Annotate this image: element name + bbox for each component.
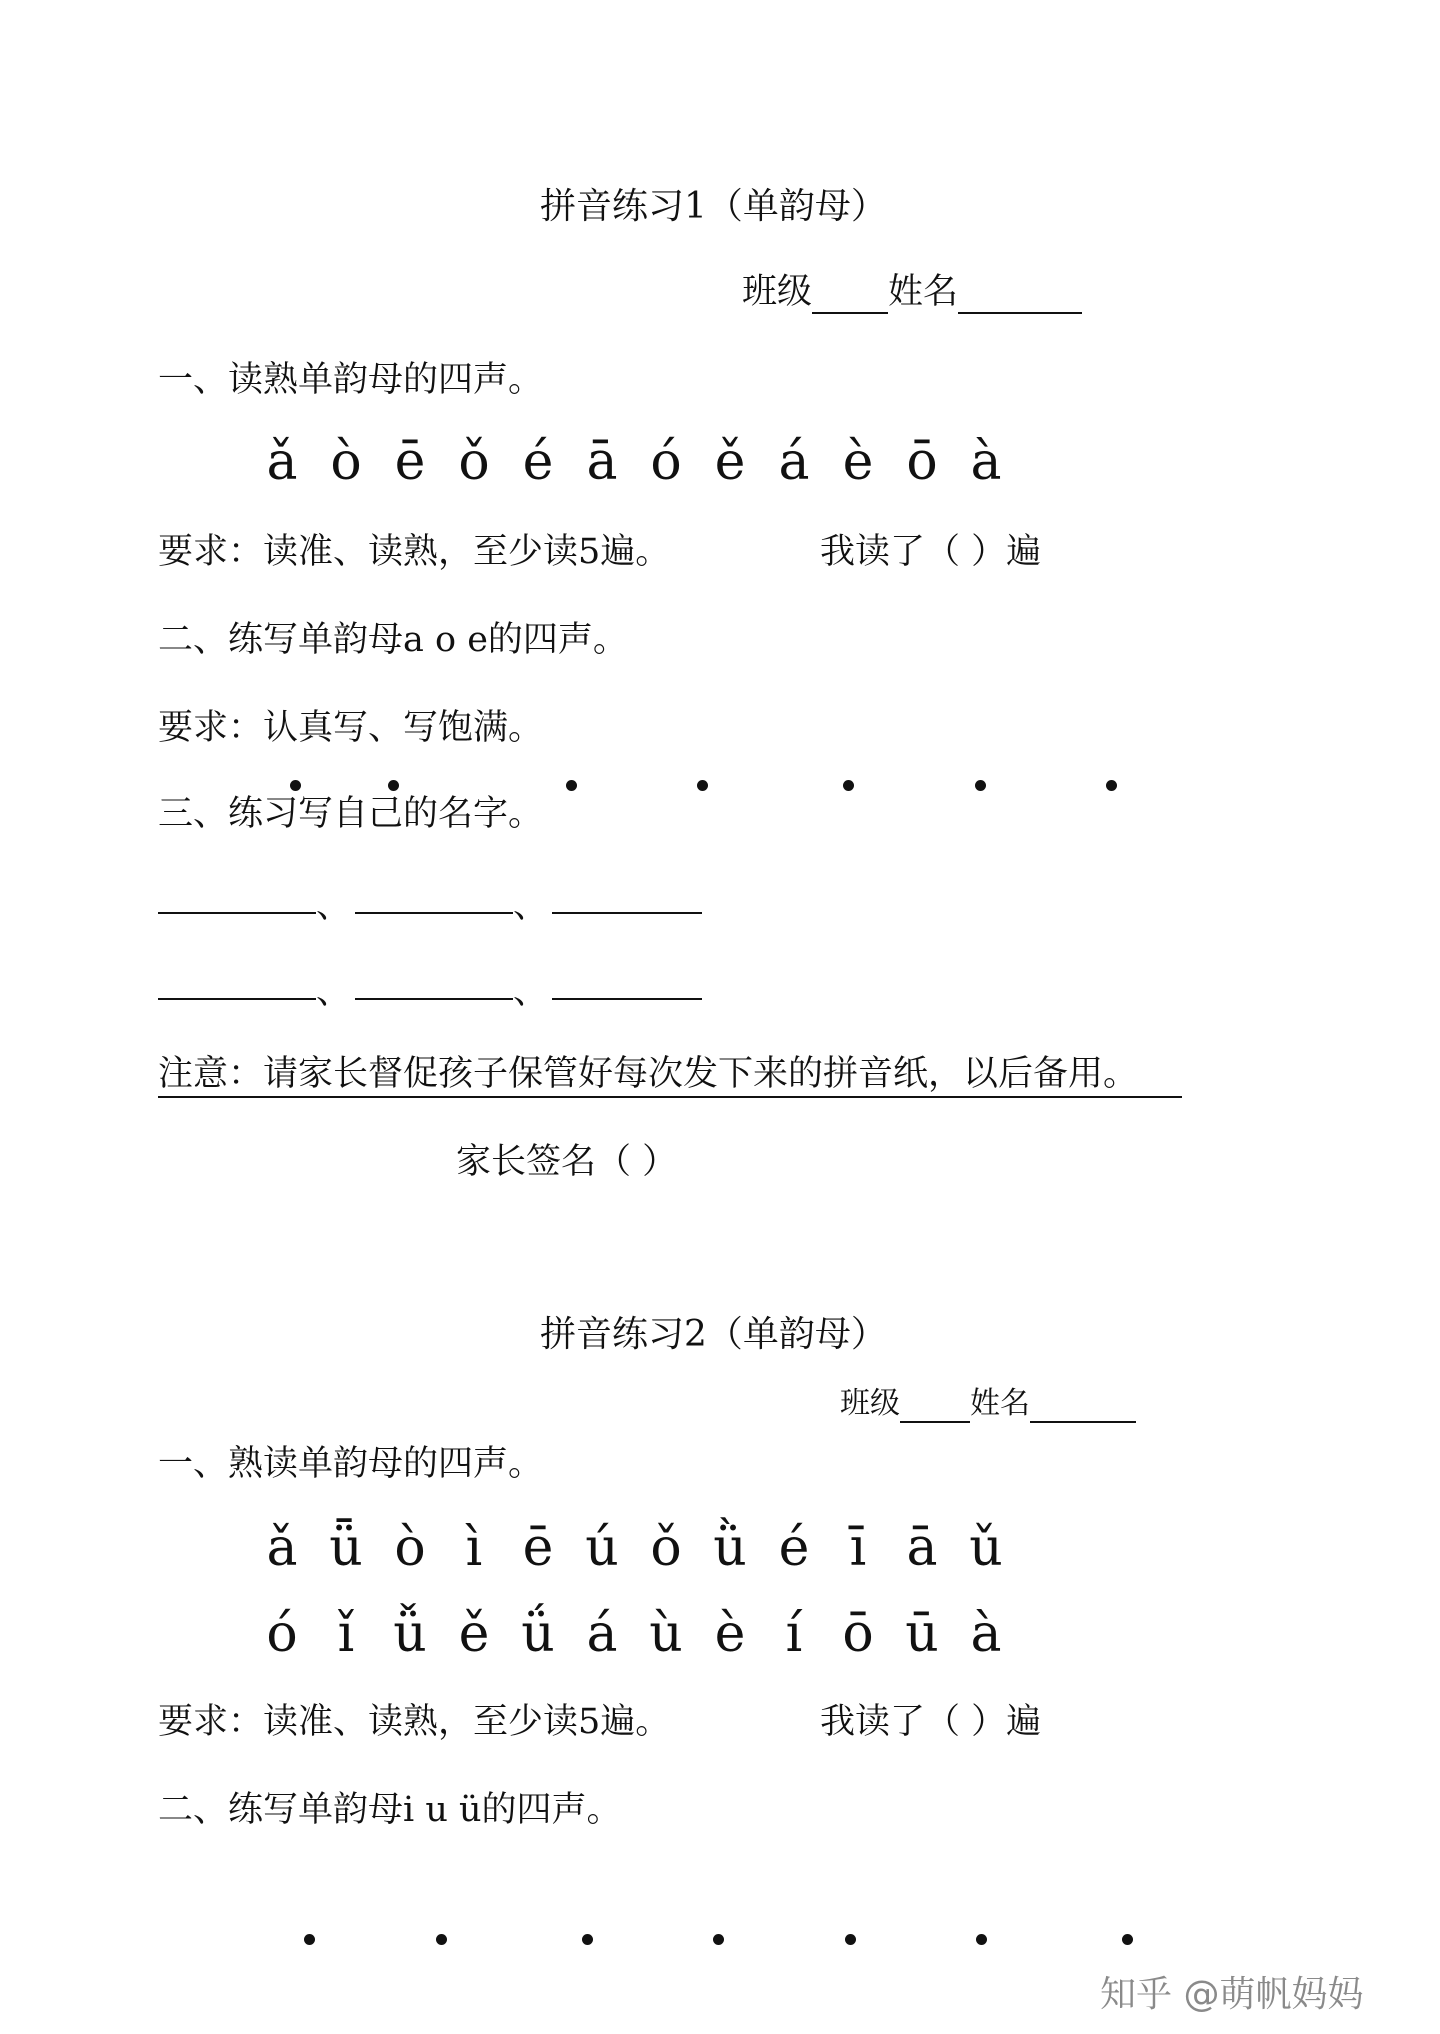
tone-dot bbox=[1106, 780, 1117, 791]
class-blank[interactable] bbox=[900, 1386, 970, 1423]
pinyin-letter: ò bbox=[330, 432, 362, 492]
pinyin-letter: ē bbox=[522, 1518, 554, 1578]
name-write-line[interactable] bbox=[158, 998, 316, 1000]
class-blank[interactable] bbox=[812, 272, 888, 314]
pinyin-letter: í bbox=[785, 1604, 803, 1664]
pinyin-letter: ú bbox=[585, 1518, 619, 1578]
separator: 、 bbox=[316, 886, 352, 926]
sheet2-pinyin-row-1 bbox=[250, 1518, 1018, 1578]
tone-dot bbox=[436, 1934, 447, 1945]
pinyin-letter: ǐ bbox=[337, 1604, 355, 1664]
pinyin-letter: ā bbox=[586, 432, 618, 492]
tone-dot bbox=[1122, 1934, 1133, 1945]
class-label: 班级 bbox=[742, 272, 813, 312]
sheet2-class-name-line bbox=[840, 1378, 1136, 1423]
pinyin-letter: à bbox=[970, 432, 1002, 492]
pinyin-letter: ǘ bbox=[521, 1604, 555, 1664]
separator: 、 bbox=[513, 886, 549, 926]
pinyin-letter: à bbox=[970, 1604, 1002, 1664]
tone-dot bbox=[843, 780, 854, 791]
sheet2-question-1: 一、熟读单韵母的四声。 bbox=[158, 1444, 544, 1484]
sheet2-read-count: 我读了（ ）遍 bbox=[820, 1702, 1042, 1742]
pinyin-letter: ò bbox=[394, 1518, 426, 1578]
pinyin-letter: ā bbox=[906, 1518, 938, 1578]
sheet1-requirement-1: 要求：读准、读熟，至少读5遍。 bbox=[158, 532, 671, 572]
tone-dot bbox=[290, 780, 301, 791]
pinyin-letter: ǚ bbox=[393, 1604, 427, 1664]
tone-dot bbox=[697, 780, 708, 791]
class-label: 班级 bbox=[840, 1386, 900, 1421]
name-write-line[interactable] bbox=[158, 912, 316, 914]
sheet1-question-2: 二、练写单韵母a o e的四声。 bbox=[158, 620, 628, 660]
name-write-line[interactable] bbox=[355, 912, 513, 914]
pinyin-letter: á bbox=[586, 1604, 618, 1664]
name-write-line[interactable] bbox=[552, 912, 702, 914]
tone-dot bbox=[976, 1934, 987, 1945]
name-label: 姓名 bbox=[970, 1386, 1030, 1421]
tone-dot bbox=[582, 1934, 593, 1945]
sheet2-requirement-1: 要求：读准、读熟，至少读5遍。 bbox=[158, 1702, 671, 1742]
name-write-line[interactable] bbox=[355, 998, 513, 1000]
sheet1-title: 拼音练习1（单韵母） bbox=[540, 186, 887, 227]
tone-dot bbox=[388, 780, 399, 791]
name-blank[interactable] bbox=[1030, 1386, 1136, 1423]
pinyin-letter: ō bbox=[906, 432, 938, 492]
pinyin-letter: ǒ bbox=[458, 432, 490, 492]
pinyin-letter: ó bbox=[650, 432, 682, 492]
tone-dot bbox=[566, 780, 577, 791]
parent-note bbox=[158, 1046, 1182, 1098]
separator: 、 bbox=[316, 972, 352, 1012]
name-label: 姓名 bbox=[888, 272, 959, 312]
pinyin-letter: ě bbox=[714, 432, 746, 492]
pinyin-letter: è bbox=[842, 432, 874, 492]
pinyin-letter: ǜ bbox=[713, 1518, 747, 1578]
parent-signature: 家长签名（ ） bbox=[456, 1142, 678, 1182]
pinyin-letter: ǖ bbox=[329, 1518, 363, 1578]
parent-note-text: 注意：请家长督促孩子保管好每次发下来的拼音纸，以后备用。 bbox=[158, 1046, 1182, 1098]
sheet1-class-name-line bbox=[742, 264, 1082, 314]
pinyin-letter: ē bbox=[394, 432, 426, 492]
pinyin-letter: ǎ bbox=[266, 432, 298, 492]
tone-dot bbox=[304, 1934, 315, 1945]
watermark: 知乎 @萌帆妈妈 bbox=[1100, 1974, 1364, 2015]
tone-dot bbox=[713, 1934, 724, 1945]
separator: 、 bbox=[513, 972, 549, 1012]
pinyin-letter: è bbox=[714, 1604, 746, 1664]
tone-dot bbox=[975, 780, 986, 791]
pinyin-letter: á bbox=[778, 432, 810, 492]
name-blank[interactable] bbox=[958, 272, 1082, 314]
tone-dot bbox=[845, 1934, 856, 1945]
pinyin-letter: ū bbox=[905, 1604, 939, 1664]
pinyin-letter: ì bbox=[465, 1518, 483, 1578]
pinyin-letter: ī bbox=[849, 1518, 867, 1578]
sheet2-question-2: 二、练写单韵母i u ü的四声。 bbox=[158, 1790, 622, 1830]
pinyin-letter: ó bbox=[266, 1604, 298, 1664]
pinyin-letter: ù bbox=[649, 1604, 683, 1664]
pinyin-letter: é bbox=[522, 432, 554, 492]
pinyin-letter: ǒ bbox=[650, 1518, 682, 1578]
sheet1-requirement-2: 要求：认真写、写饱满。 bbox=[158, 708, 544, 748]
sheet2-title: 拼音练习2（单韵母） bbox=[540, 1314, 887, 1355]
pinyin-letter: ě bbox=[458, 1604, 490, 1664]
sheet1-question-1: 一、读熟单韵母的四声。 bbox=[158, 360, 544, 400]
name-write-line[interactable] bbox=[552, 998, 702, 1000]
sheet1-pinyin-row bbox=[250, 432, 1018, 492]
pinyin-letter: é bbox=[778, 1518, 810, 1578]
pinyin-letter: ō bbox=[842, 1604, 874, 1664]
pinyin-letter: ǔ bbox=[969, 1518, 1003, 1578]
pinyin-letter: ǎ bbox=[266, 1518, 298, 1578]
sheet2-pinyin-row-2 bbox=[250, 1604, 1018, 1664]
sheet1-read-count: 我读了（ ）遍 bbox=[820, 532, 1042, 572]
sheet1-question-3: 三、练习写自己的名字。 bbox=[158, 794, 544, 834]
